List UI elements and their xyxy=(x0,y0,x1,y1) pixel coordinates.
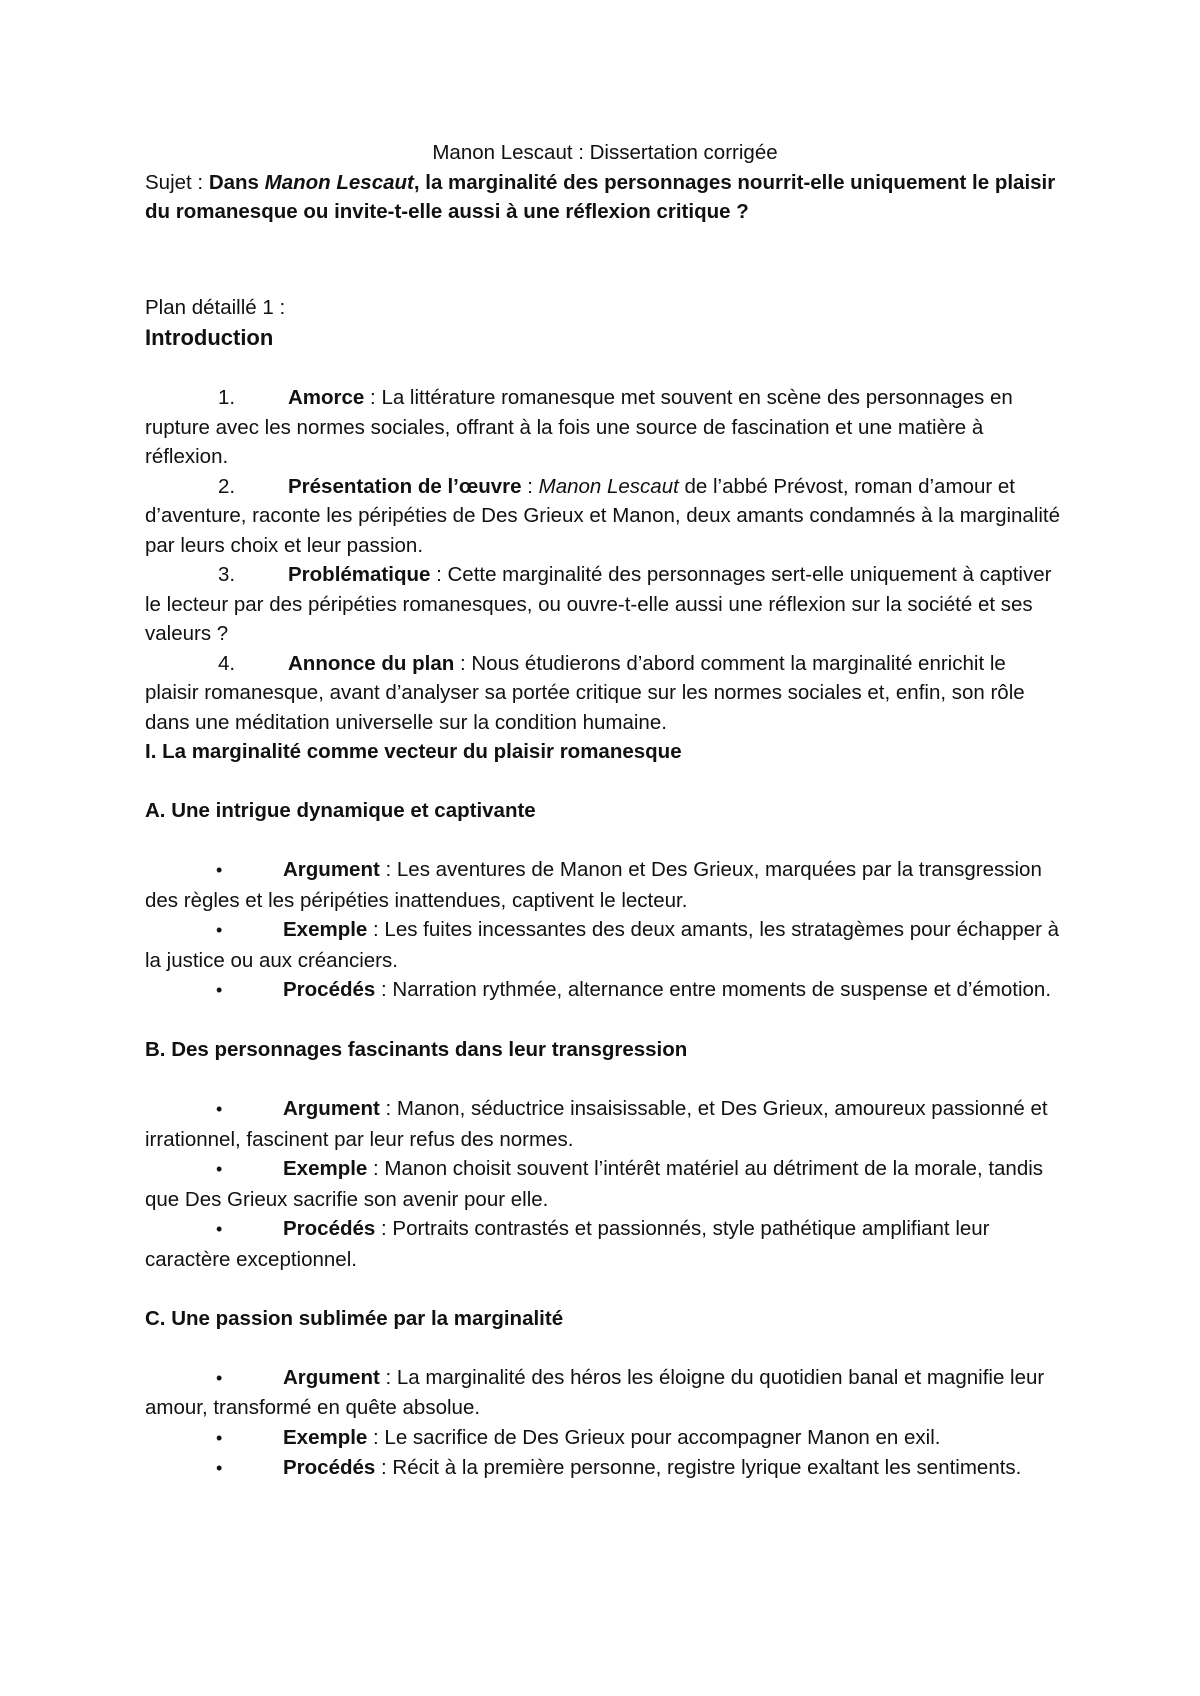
item-term: Exemple xyxy=(283,1425,368,1449)
item-term: Exemple xyxy=(283,918,368,941)
list-item: • Exemple : Le sacrifice de Des Grieux pour accompagner Manon en exil. xyxy=(145,1423,1065,1454)
bullet-icon: • xyxy=(216,860,223,880)
item-term: Argument xyxy=(283,1365,380,1389)
item-text: Le sacrifice de Des Grieux pour accompagner Manon en exil. xyxy=(384,1425,941,1449)
intro-item-plan: 4. Annonce du plan : Nous étudierons d’abord comment la marginalité enrichit le plaisir romanesque, avant d’analyser sa portée critique sur les normes sociales et, enfin, son rôle dans une méditation universelle sur la condition humaine. xyxy=(145,649,1065,738)
list-item: • Argument : Manon, séductrice insaisissable, et Des Grieux, amoureux passionné et irrationnel, fascinent par leur refus des normes. xyxy=(145,1097,1048,1151)
subsection-c-title: C. Une passion sublimée par la marginalité xyxy=(145,1306,564,1330)
item-text: Portraits contrastés et passionnés, style pathétique amplifiant leur caractère exceptionnel. xyxy=(145,1217,990,1271)
intro-item-term: Présentation de l’œuvre xyxy=(288,474,522,498)
subject-label: Sujet : xyxy=(145,170,209,194)
intro-item-term: Problématique xyxy=(288,563,431,586)
intro-item-term: Amorce xyxy=(288,386,365,409)
intro-item-number: 3. xyxy=(218,563,236,586)
item-term: Procédés xyxy=(283,1456,376,1479)
item-text: Narration rythmée, alternance entre moments de suspense et d’émotion. xyxy=(392,978,1052,1001)
intro-item-work-title: Manon Lescaut xyxy=(538,474,679,498)
bullet-icon: • xyxy=(216,1427,223,1448)
item-term: Procédés xyxy=(283,1217,376,1240)
bullet-icon: • xyxy=(216,980,223,1000)
item-term: Argument xyxy=(283,1097,380,1120)
item-text: Manon choisit souvent l’intérêt matériel au détriment de la morale, tandis que Des Grieux sacrifie son avenir pour elle. xyxy=(145,1157,1044,1211)
item-term: Procédés xyxy=(283,978,376,1001)
subsection-a-title: A. Une intrigue dynamique et captivante xyxy=(145,799,536,822)
list-item: • Argument : Les aventures de Manon et Des Grieux, marquées par la transgression des règles et les péripéties inattendues, captivent le lecteur. xyxy=(145,858,1042,912)
list-item: • Argument : La marginalité des héros les éloigne du quotidien banal et magnifie leur amour, transformé en quête absolue. xyxy=(145,1365,1045,1419)
bullet-icon: • xyxy=(216,1159,223,1179)
intro-item-number: 2. xyxy=(218,474,236,498)
intro-item-text: Nous étudierons d’abord comment la marginalité enrichit le plaisir romanesque, avant d’analyser sa portée critique sur les normes sociales et, enfin, son rôle dans une méditation universelle sur la condition humaine. xyxy=(145,651,1025,734)
list-item: • Procédés : Narration rythmée, alternance entre moments de suspense et d’émotion. xyxy=(145,975,1065,1006)
item-text: Les fuites incessantes des deux amants, les stratagèmes pour échapper à la justice ou aux créanciers. xyxy=(145,918,1060,972)
bullet-icon: • xyxy=(216,1458,223,1478)
item-text: Les aventures de Manon et Des Grieux, marquées par la transgression des règles et les péripéties inattendues, captivent le lecteur. xyxy=(145,858,1042,912)
part-1-title: I. La marginalité comme vecteur du plaisir romanesque xyxy=(145,740,682,763)
intro-item-text: Cette marginalité des personnages sert-elle uniquement à captiver le lecteur par des péripéties romanesques, ou ouvre-t-elle aussi une réflexion sur la société et ses valeurs ? xyxy=(145,563,1052,645)
item-term: Exemple xyxy=(283,1157,368,1180)
intro-item-problem: 3. Problématique : Cette marginalité des personnages sert-elle uniquement à captiver le lecteur par des péripéties romanesques, ou ouvre-t-elle aussi une réflexion sur la société et ses valeurs ? xyxy=(145,560,1065,649)
subject-text-end: , la marginalité des personnages nourrit-elle uniquement le plaisir du romanesque ou invite-t-elle aussi à une réflexion critique ? xyxy=(145,170,1056,223)
item-term: Argument xyxy=(283,858,380,881)
item-text: La marginalité des héros les éloigne du quotidien banal et magnifie leur amour, transformé en quête absolue. xyxy=(145,1365,1045,1419)
document-title: Manon Lescaut : Dissertation corrigée xyxy=(432,141,778,164)
list-item: • Exemple : Manon choisit souvent l’intérêt matériel au détriment de la morale, tandis que Des Grieux sacrifie son avenir pour elle. xyxy=(145,1157,1044,1211)
plan-label: Plan détaillé 1 : xyxy=(145,295,286,319)
list-item: • Exemple : Les fuites incessantes des deux amants, les stratagèmes pour échapper à la justice ou aux créanciers. xyxy=(145,918,1060,972)
list-item: • Procédés : Récit à la première personne, registre lyrique exaltant les sentiments. xyxy=(145,1453,1065,1484)
subsection-b-title: B. Des personnages fascinants dans leur transgression xyxy=(145,1038,688,1061)
intro-item-number: 1. xyxy=(218,386,236,409)
intro-item-term: Annonce du plan xyxy=(288,651,455,675)
subject-text-start: Dans xyxy=(208,170,265,194)
intro-item-text: La littérature romanesque met souvent en scène des personnages en rupture avec les normes sociales, offrant à la fois une source de fascination et une matière à réflexion. xyxy=(145,386,1013,468)
subject-statement xyxy=(145,168,1065,227)
list-item: • Procédés : Portraits contrastés et passionnés, style pathétique amplifiant leur caractère exceptionnel. xyxy=(145,1217,990,1271)
intro-item-presentation: 2. Présentation de l’œuvre : Manon Lescaut de l’abbé Prévost, roman d’amour et d’aventure, raconte les péripéties de Des Grieux et Manon, deux amants condamnés à la marginalité par leurs choix et leur passion. xyxy=(145,472,1065,561)
item-text: Manon, séductrice insaisissable, et Des Grieux, amoureux passionné et irrationnel, fascinent par leur refus des normes. xyxy=(145,1097,1048,1151)
subject-work-title: Manon Lescaut xyxy=(264,170,414,194)
intro-item-number: 4. xyxy=(218,651,236,675)
intro-item-text: de l’abbé Prévost, roman d’amour et d’aventure, raconte les péripéties de Des Grieux et Manon, deux amants condamnés à la marginalité par leurs choix et leur passion. xyxy=(145,474,1061,557)
bullet-icon: • xyxy=(216,1099,223,1119)
bullet-icon: • xyxy=(216,920,223,940)
bullet-icon: • xyxy=(216,1367,223,1388)
document-page xyxy=(145,138,1065,1484)
bullet-icon: • xyxy=(216,1219,223,1239)
introduction-heading: Introduction xyxy=(145,325,274,350)
intro-item-hook: 1. Amorce : La littérature romanesque met souvent en scène des personnages en rupture avec les normes sociales, offrant à la fois une source de fascination et une matière à réflexion. xyxy=(145,383,1065,472)
item-text: Récit à la première personne, registre lyrique exaltant les sentiments. xyxy=(392,1456,1022,1479)
